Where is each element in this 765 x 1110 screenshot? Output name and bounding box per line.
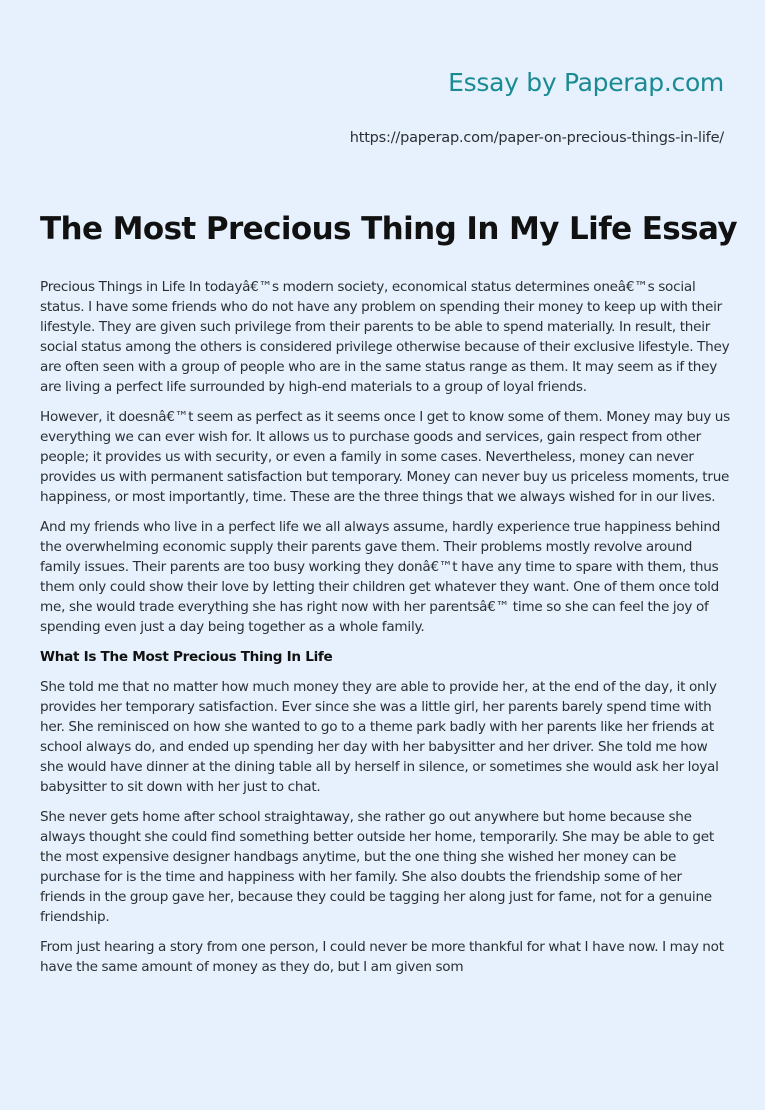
essay-paragraph-truncated: From just hearing a story from one person, I could never be more thankful for what I have now. I may not have the same amount of money as they do, but I am given som [40,939,724,975]
essay-paragraph: And my friends who live in a perfect life we all always assume, hardly experience true happiness behind the overwhelming economic supply their parents gave them. Their problems mostly revolve around family issues. Their parents are too busy working they donâ€™t have any time to spare with them, thus them only could show their love by letting their children get whatever they want. One of them once told me, she would trade everything she has right now with her parentsâ€™ time so she can feel the joy of spending even just a day being together as a whole family. [40,519,721,635]
essay-body [40,277,730,987]
essay-paragraph: Precious Things in Life In todayâ€™s modern society, economical status determines oneâ€™s social status. I have some friends who do not have any problem on spending their money to keep up with their lifestyle. They are given such privilege from their parents to be able to spend materially. In result, their social status among the others is considered privilege otherwise because of their exclusive lifestyle. They are often seen with a group of people who are in the same status range as them. It may seem as if they are living a perfect life surrounded by high-end materials to a group of loyal friends. [40,279,730,395]
source-url-link[interactable]: https://paperap.com/paper-on-precious-things-in-life/ [349,130,724,146]
brand-link[interactable]: Essay by Paperap.com [448,68,724,97]
essay-title: The Most Precious Thing In My Life Essay [40,211,737,247]
essay-paragraph: She told me that no matter how much money they are able to provide her, at the end of the day, it only provides her temporary satisfaction. Ever since she was a little girl, her parents barely spend time with her. She reminisced on how she wanted to go to a theme park badly with her parents like her friends at school always do, and ended up spending her day with her babysitter and her driver. She told me how she would have dinner at the dining table all by herself in silence, or sometimes she would ask her loyal babysitter to sit down with her just to chat. [40,679,719,795]
essay-paragraph: However, it doesnâ€™t seem as perfect as it seems once I get to know some of them. Money may buy us everything we can ever wish for. It allows us to purchase goods and services, gain respect from other people; it provides us with security, or even a family in some cases. Nevertheless, money can never provides us with permanent satisfaction but temporary. Money can never buy us priceless moments, true happiness, or most importantly, time. These are the three things that we always wished for in our lives. [40,409,730,505]
section-subheading: What Is The Most Precious Thing In Life [40,649,333,665]
essay-paragraph: She never gets home after school straightaway, she rather go out anywhere but home because she always thought she could find something better outside her home, temporarily. She may be able to get the most expensive designer handbags anytime, but the one thing she wished her money can be purchase for is the time and happiness with her family. She also doubts the friendship some of her friends in the group gave her, because they could be tagging her along just for fame, not for a genuine friendship. [40,809,714,925]
